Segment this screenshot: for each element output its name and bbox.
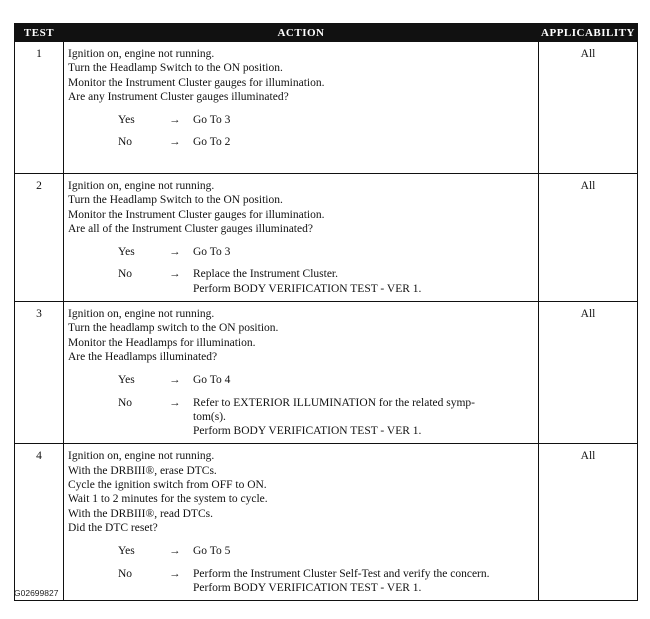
action-line: Are any Instrument Cluster gauges illuminated? <box>68 90 289 103</box>
action-line: Ignition on, engine not running. <box>68 180 215 192</box>
no-result: Perform the Instrument Cluster Self-Test and verify the concern. Perform BODY VERIFICATION TEST - VER 1. <box>193 567 490 594</box>
test-number: 2 <box>15 174 64 302</box>
right-arrow-icon: → <box>169 396 181 409</box>
yes-label: Yes <box>118 545 135 558</box>
no-branch <box>68 396 534 439</box>
applicability-cell: All <box>539 174 638 302</box>
no-result: Go To 2 <box>193 136 231 149</box>
action-line: Cycle the ignition switch from OFF to ON. <box>68 479 267 492</box>
yes-branch <box>68 373 534 387</box>
yes-label: Yes <box>118 246 135 259</box>
yes-result: Go To 3 <box>193 246 231 259</box>
no-branch <box>68 567 534 596</box>
action-cell <box>64 302 539 444</box>
yes-label: Yes <box>118 374 135 387</box>
action-line: Are all of the Instrument Cluster gauges illuminated? <box>68 222 313 235</box>
header-test: TEST <box>15 24 64 42</box>
branch-list <box>68 373 534 438</box>
no-result: Refer to EXTERIOR ILLUMINATION for the related symp- tom(s). Perform BODY VERIFICATION TEST - VER 1. <box>193 396 475 438</box>
action-line: Are the Headlamps illuminated? <box>68 350 218 363</box>
branch-list <box>68 245 534 296</box>
test-number: 3 <box>15 302 64 444</box>
no-branch <box>68 267 534 296</box>
action-cell <box>64 444 539 601</box>
right-arrow-icon: → <box>169 136 181 149</box>
action-line: Turn the Headlamp Switch to the ON position. <box>68 194 283 207</box>
no-result: Replace the Instrument Cluster. Perform BODY VERIFICATION TEST - VER 1. <box>193 268 422 295</box>
yes-branch <box>68 544 534 558</box>
action-cell <box>64 42 539 174</box>
applicability-cell: All <box>539 42 638 174</box>
table-header <box>15 24 638 42</box>
applicability-cell: All <box>539 302 638 444</box>
action-cell <box>64 174 539 302</box>
action-line: Ignition on, engine not running. <box>68 308 215 321</box>
yes-label: Yes <box>118 114 135 127</box>
yes-result: Go To 5 <box>193 545 231 558</box>
yes-result: Go To 3 <box>193 114 231 127</box>
no-label: No <box>118 396 133 409</box>
yes-branch <box>68 245 534 259</box>
diagnostic-test-table <box>14 23 638 601</box>
yes-result: Go To 4 <box>193 374 231 387</box>
test-number: 4 <box>15 444 64 601</box>
action-line: Monitor the Instrument Cluster gauges for illumination. <box>68 76 325 89</box>
right-arrow-icon: → <box>169 268 181 281</box>
yes-branch <box>68 113 534 127</box>
table-row <box>15 444 638 601</box>
figure-code: G02699827 <box>14 588 59 598</box>
branch-list <box>68 544 534 595</box>
branch-list <box>68 113 534 150</box>
action-line: Ignition on, engine not running. <box>68 450 215 463</box>
table-row <box>15 42 638 174</box>
action-line: Monitor the Headlamps for illumination. <box>68 336 256 349</box>
action-line: Ignition on, engine not running. <box>68 48 215 60</box>
no-branch <box>68 135 534 149</box>
right-arrow-icon: → <box>169 545 181 558</box>
action-line: With the DRBIII®, read DTCs. <box>68 507 213 520</box>
action-line: Turn the headlamp switch to the ON position. <box>68 322 279 335</box>
action-line: Monitor the Instrument Cluster gauges for illumination. <box>68 208 325 221</box>
no-label: No <box>118 268 133 281</box>
action-line: Did the DTC reset? <box>68 521 158 534</box>
action-line: Wait 1 to 2 minutes for the system to cycle. <box>68 493 268 506</box>
test-number: 1 <box>15 42 64 174</box>
header-applicability: APPLICABILITY <box>539 24 638 42</box>
right-arrow-icon: → <box>169 567 181 580</box>
header-action: ACTION <box>64 24 539 42</box>
action-line: With the DRBIII®, erase DTCs. <box>68 464 217 477</box>
action-line: Turn the Headlamp Switch to the ON position. <box>68 62 283 75</box>
table-row <box>15 302 638 444</box>
right-arrow-icon: → <box>169 114 181 127</box>
applicability-cell: All <box>539 444 638 601</box>
table-row <box>15 174 638 302</box>
no-label: No <box>118 136 133 149</box>
right-arrow-icon: → <box>169 374 181 387</box>
right-arrow-icon: → <box>169 246 181 259</box>
no-label: No <box>118 567 133 580</box>
